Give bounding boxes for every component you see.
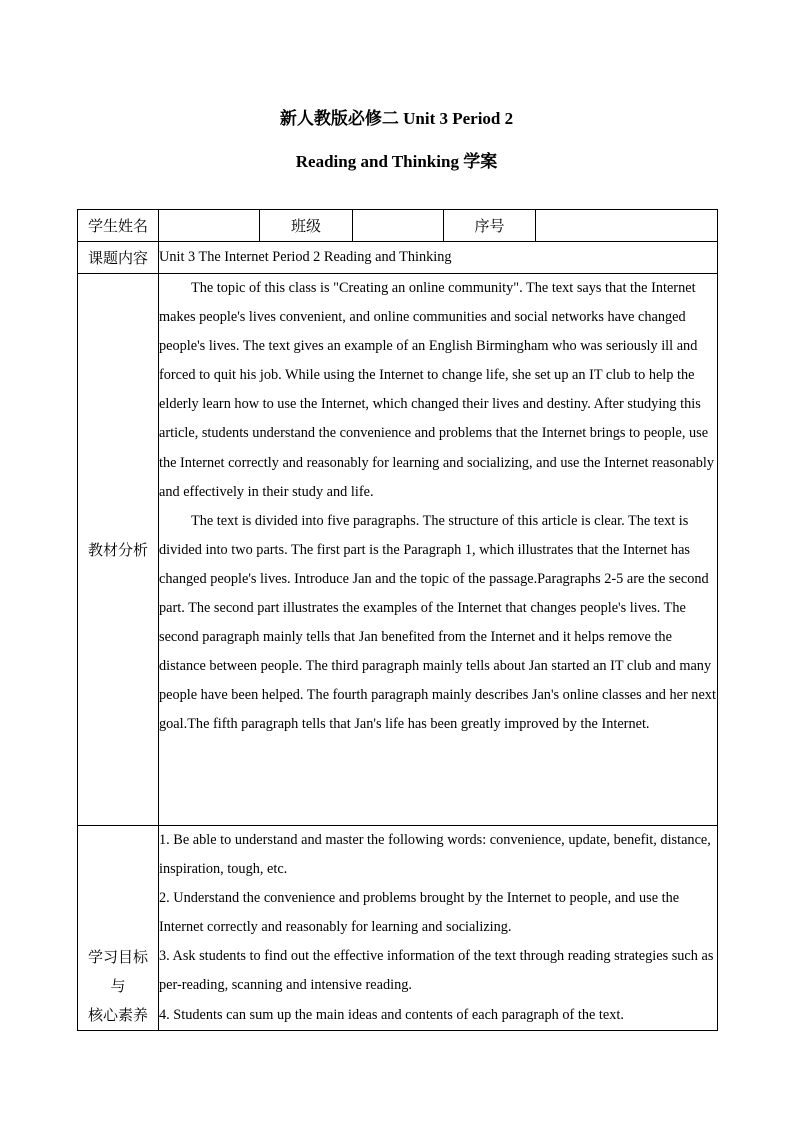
class-field[interactable] xyxy=(353,210,444,242)
topic-row xyxy=(78,242,718,274)
analysis-content xyxy=(159,274,718,826)
topic-label: 课题内容 xyxy=(78,242,159,274)
student-name-field[interactable] xyxy=(159,210,260,242)
analysis-row xyxy=(78,274,718,826)
analysis-paragraph: The topic of this class is "Creating an online community". The text says that the Internet makes people's lives convenient, and online communities and social networks have changed people's lives. The text gives an example of an English Birmingham who was seriously ill and forced to quit his job. While using the Internet to change life, she set up an IT club to help the elderly learn how to use the Internet, which changed their lives and destiny. After studying this article, students understand the convenience and problems that the Internet brings to people, use the Internet correctly and reasonably for learning and socializing, and use the Internet reasonably and effectively in their study and life. xyxy=(159,280,714,500)
analysis-label: 教材分析 xyxy=(78,274,159,826)
objective-item: 2. Understand the convenience and problems brought by the Internet to people, and use the Internet correctly and reasonably for learning and socializing. xyxy=(159,890,680,936)
seq-field[interactable] xyxy=(536,210,718,242)
objectives-label-line1: 学习目标 xyxy=(87,947,148,966)
objectives-label-line3: 核心素养 xyxy=(87,1005,148,1024)
student-name-label: 学生姓名 xyxy=(78,210,159,242)
objectives-content xyxy=(159,826,718,1031)
topic-value: Unit 3 The Internet Period 2 Reading and Thinking xyxy=(159,242,718,274)
analysis-paragraph: The text is divided into five paragraphs. The structure of this article is clear. The text is divided into two parts. The first part is the Paragraph 1, which illustrates that the Internet has changed people's lives. Introduce Jan and the topic of the passage.Paragraphs 2-5 are the second part. The second part illustrates the examples of the Internet that changes people's lives. The second paragraph mainly tells that Jan benefited from the Internet and it helps remove the distance between people. The third paragraph mainly tells about Jan started an IT club and many people have been helped. The fourth paragraph mainly describes Jan's online classes and her next goal.The fifth paragraph tells that Jan's life has been greatly improved by the Internet. xyxy=(159,512,716,733)
objective-item: 1. Be able to understand and master the following words: convenience, update, benefit, distance, inspiration, tough, etc. xyxy=(159,832,711,878)
objectives-label xyxy=(78,826,159,1031)
student-info-row xyxy=(78,210,718,242)
lesson-plan-table xyxy=(77,209,718,1031)
class-label: 班级 xyxy=(260,210,353,242)
objectives-label-line2: 与 xyxy=(110,976,126,995)
objective-item: 3. Ask students to find out the effective information of the text through reading strategies such as per-reading, scanning and intensive reading. xyxy=(159,948,714,994)
document-title-line2: Reading and Thinking 学案 xyxy=(295,152,498,171)
document-title-line1: 新人教版必修二 Unit 3 Period 2 xyxy=(279,109,514,128)
objectives-row xyxy=(78,826,718,1031)
objective-item: 4. Students can sum up the main ideas and contents of each paragraph of the text. xyxy=(159,1006,624,1023)
seq-label: 序号 xyxy=(444,210,536,242)
